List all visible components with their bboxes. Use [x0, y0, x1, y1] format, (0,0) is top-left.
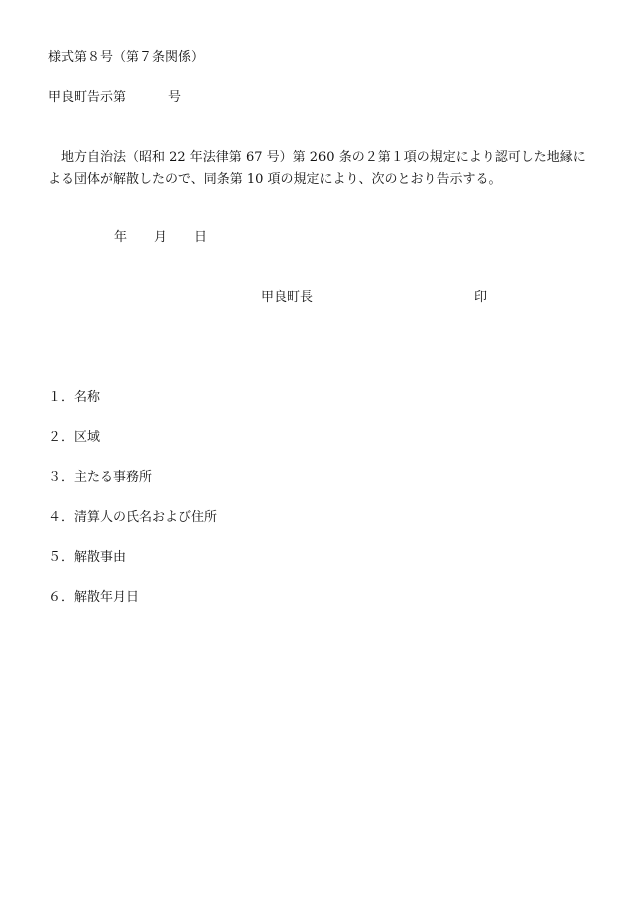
body-text-line-1: 地方自治法（昭和 22 年法律第 67 号）第 260 条の２第１項の規定により認可した地縁に: [61, 150, 586, 165]
list-item: [48, 471, 152, 484]
body-text-line-2: よる団体が解散したので、同条第 10 項の規定により、次のとおり告示する。: [48, 172, 502, 187]
notice-number-prefix: 甲良町告示第: [48, 90, 127, 105]
list-item-label: 解散年月日: [74, 590, 140, 605]
notice-number-suffix: 号: [168, 90, 182, 105]
list-item-number: ４．: [48, 510, 75, 525]
list-item-number: ６．: [48, 590, 75, 605]
date-month-label: 月: [154, 230, 168, 245]
date-day-label: 日: [194, 230, 208, 245]
list-item-label: 名称: [74, 390, 101, 405]
list-item-number: １．: [48, 390, 75, 405]
list-item: [48, 431, 100, 444]
list-item-label: 主たる事務所: [74, 470, 153, 485]
list-item-label: 区域: [74, 430, 101, 445]
list-item-number: ２．: [48, 430, 75, 445]
issuer-title: 甲良町長: [261, 290, 314, 305]
list-item-label: 解散事由: [74, 550, 127, 565]
list-item: [48, 551, 126, 564]
list-item: [48, 391, 100, 404]
date-year-label: 年: [114, 230, 128, 245]
list-item: [48, 511, 217, 524]
list-item-number: ５．: [48, 550, 75, 565]
seal-mark: 印: [474, 290, 488, 305]
list-item: [48, 591, 139, 604]
form-number-label: 様式第８号（第７条関係）: [48, 50, 205, 65]
list-item-label: 清算人の氏名および住所: [74, 510, 218, 525]
list-item-number: ３．: [48, 470, 75, 485]
